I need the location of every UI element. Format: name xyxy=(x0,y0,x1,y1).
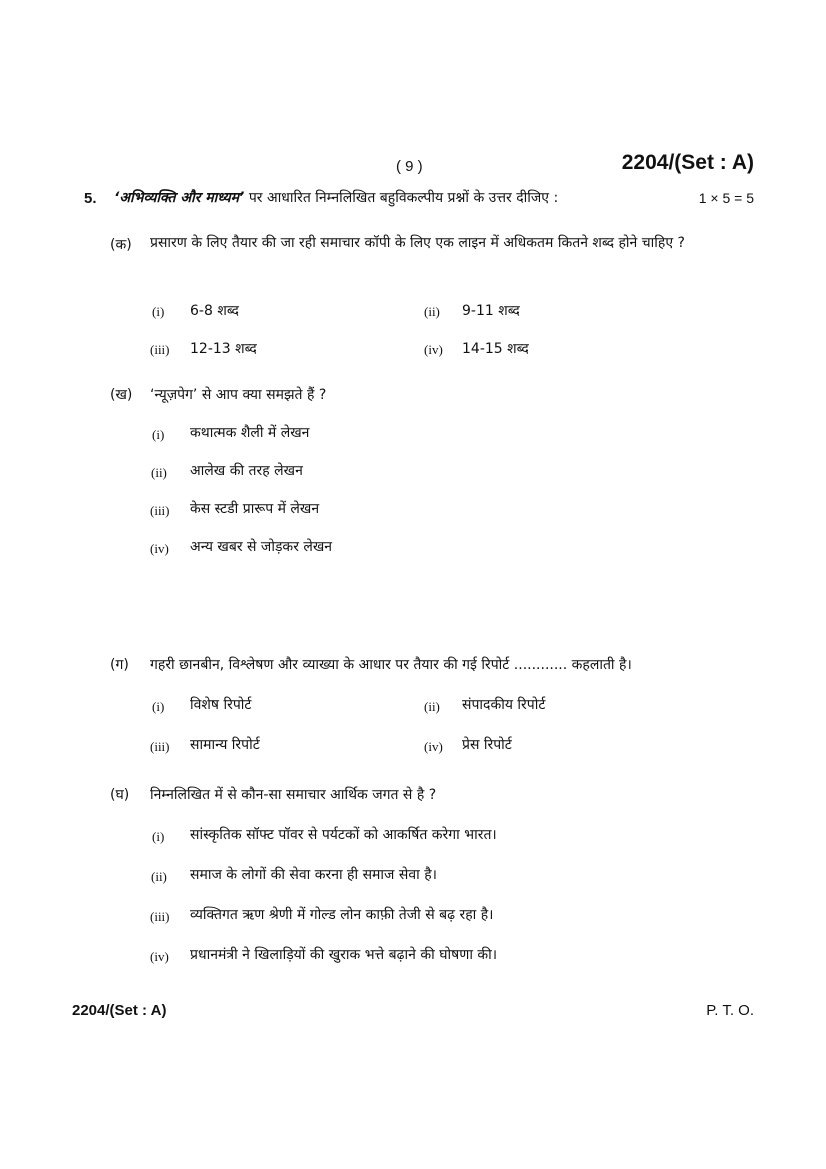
option-text: सामान्य रिपोर्ट xyxy=(190,737,260,753)
part-question: प्रसारण के लिए तैयार की जा रही समाचार कॉपी के लिए एक लाइन में अधिकतम कितने शब्द होने चाहिए ? xyxy=(150,235,685,251)
option-number: (ii) xyxy=(151,869,167,884)
option-number: (ii) xyxy=(424,699,440,714)
option-number: (iv) xyxy=(424,739,443,754)
option-number: (iii) xyxy=(150,342,170,357)
option-number: (iv) xyxy=(150,949,169,964)
part-label: (क) xyxy=(110,237,132,253)
part-label: (ग) xyxy=(110,657,129,673)
option-text: 12-13 शब्द xyxy=(190,341,257,357)
option-number: (ii) xyxy=(424,304,440,319)
option-text: अन्य खबर से जोड़कर लेखन xyxy=(190,539,333,555)
option-text: विशेष रिपोर्ट xyxy=(190,697,252,713)
option-number: (iii) xyxy=(150,739,170,754)
option-text: 6-8 शब्द xyxy=(190,303,239,319)
question-topic: ‘अभिव्यक्ति और माध्यम’ xyxy=(114,190,245,206)
please-turn-over: P. T. O. xyxy=(706,1002,754,1019)
option-number: (i) xyxy=(152,304,165,319)
option-text: समाज के लोगों की सेवा करना ही समाज सेवा है। xyxy=(190,867,437,883)
part-label: (घ) xyxy=(110,787,130,803)
option-text: कथात्मक शैली में लेखन xyxy=(190,425,310,441)
option-text: संपादकीय रिपोर्ट xyxy=(462,697,546,713)
option-number: (iv) xyxy=(150,541,169,556)
option-number: (iv) xyxy=(424,342,443,357)
paper-code-header: 2204/(Set : A) xyxy=(621,151,754,174)
part-question: गहरी छानबीन, विश्लेषण और व्याख्या के आधार पर तैयार की गई रिपोर्ट ............ कहलाती है। xyxy=(150,657,632,673)
page-number: ( 9 ) xyxy=(396,158,423,175)
part-question: ‘न्यूज़पेग’ से आप क्या समझते हैं ? xyxy=(150,387,327,403)
part-question: निम्नलिखित में से कौन-सा समाचार आर्थिक जगत से है ? xyxy=(150,787,437,803)
option-text: 14-15 शब्द xyxy=(462,341,529,357)
option-number: (iii) xyxy=(150,909,170,924)
option-text: व्यक्तिगत ऋण श्रेणी में गोल्ड लोन काफ़ी तेजी से बढ़ रहा है। xyxy=(190,907,494,923)
question-marks: 1 × 5 = 5 xyxy=(698,190,754,206)
option-text: केस स्टडी प्रारूप में लेखन xyxy=(190,501,320,517)
paper-code-footer: 2204/(Set : A) xyxy=(72,1002,167,1019)
option-number: (iii) xyxy=(150,503,170,518)
option-text: सांस्कृतिक सॉफ्ट पॉवर से पर्यटकों को आकर्षित करेगा भारत। xyxy=(190,827,497,843)
option-number: (ii) xyxy=(151,465,167,480)
option-text: प्रधानमंत्री ने खिलाड़ियों की खुराक भत्ते बढ़ाने की घोषणा की। xyxy=(190,947,498,963)
question-instruction xyxy=(114,188,558,207)
option-number: (i) xyxy=(152,829,165,844)
option-text: 9-11 शब्द xyxy=(462,303,520,319)
option-number: (i) xyxy=(152,427,165,442)
option-number: (i) xyxy=(152,699,165,714)
question-number: 5. xyxy=(84,190,97,207)
question-text: पर आधारित निम्नलिखित बहुविकल्पीय प्रश्नों के उत्तर दीजिए : xyxy=(244,190,559,206)
option-text: प्रेस रिपोर्ट xyxy=(462,737,512,753)
option-text: आलेख की तरह लेखन xyxy=(190,463,303,479)
part-label: (ख) xyxy=(110,387,133,403)
